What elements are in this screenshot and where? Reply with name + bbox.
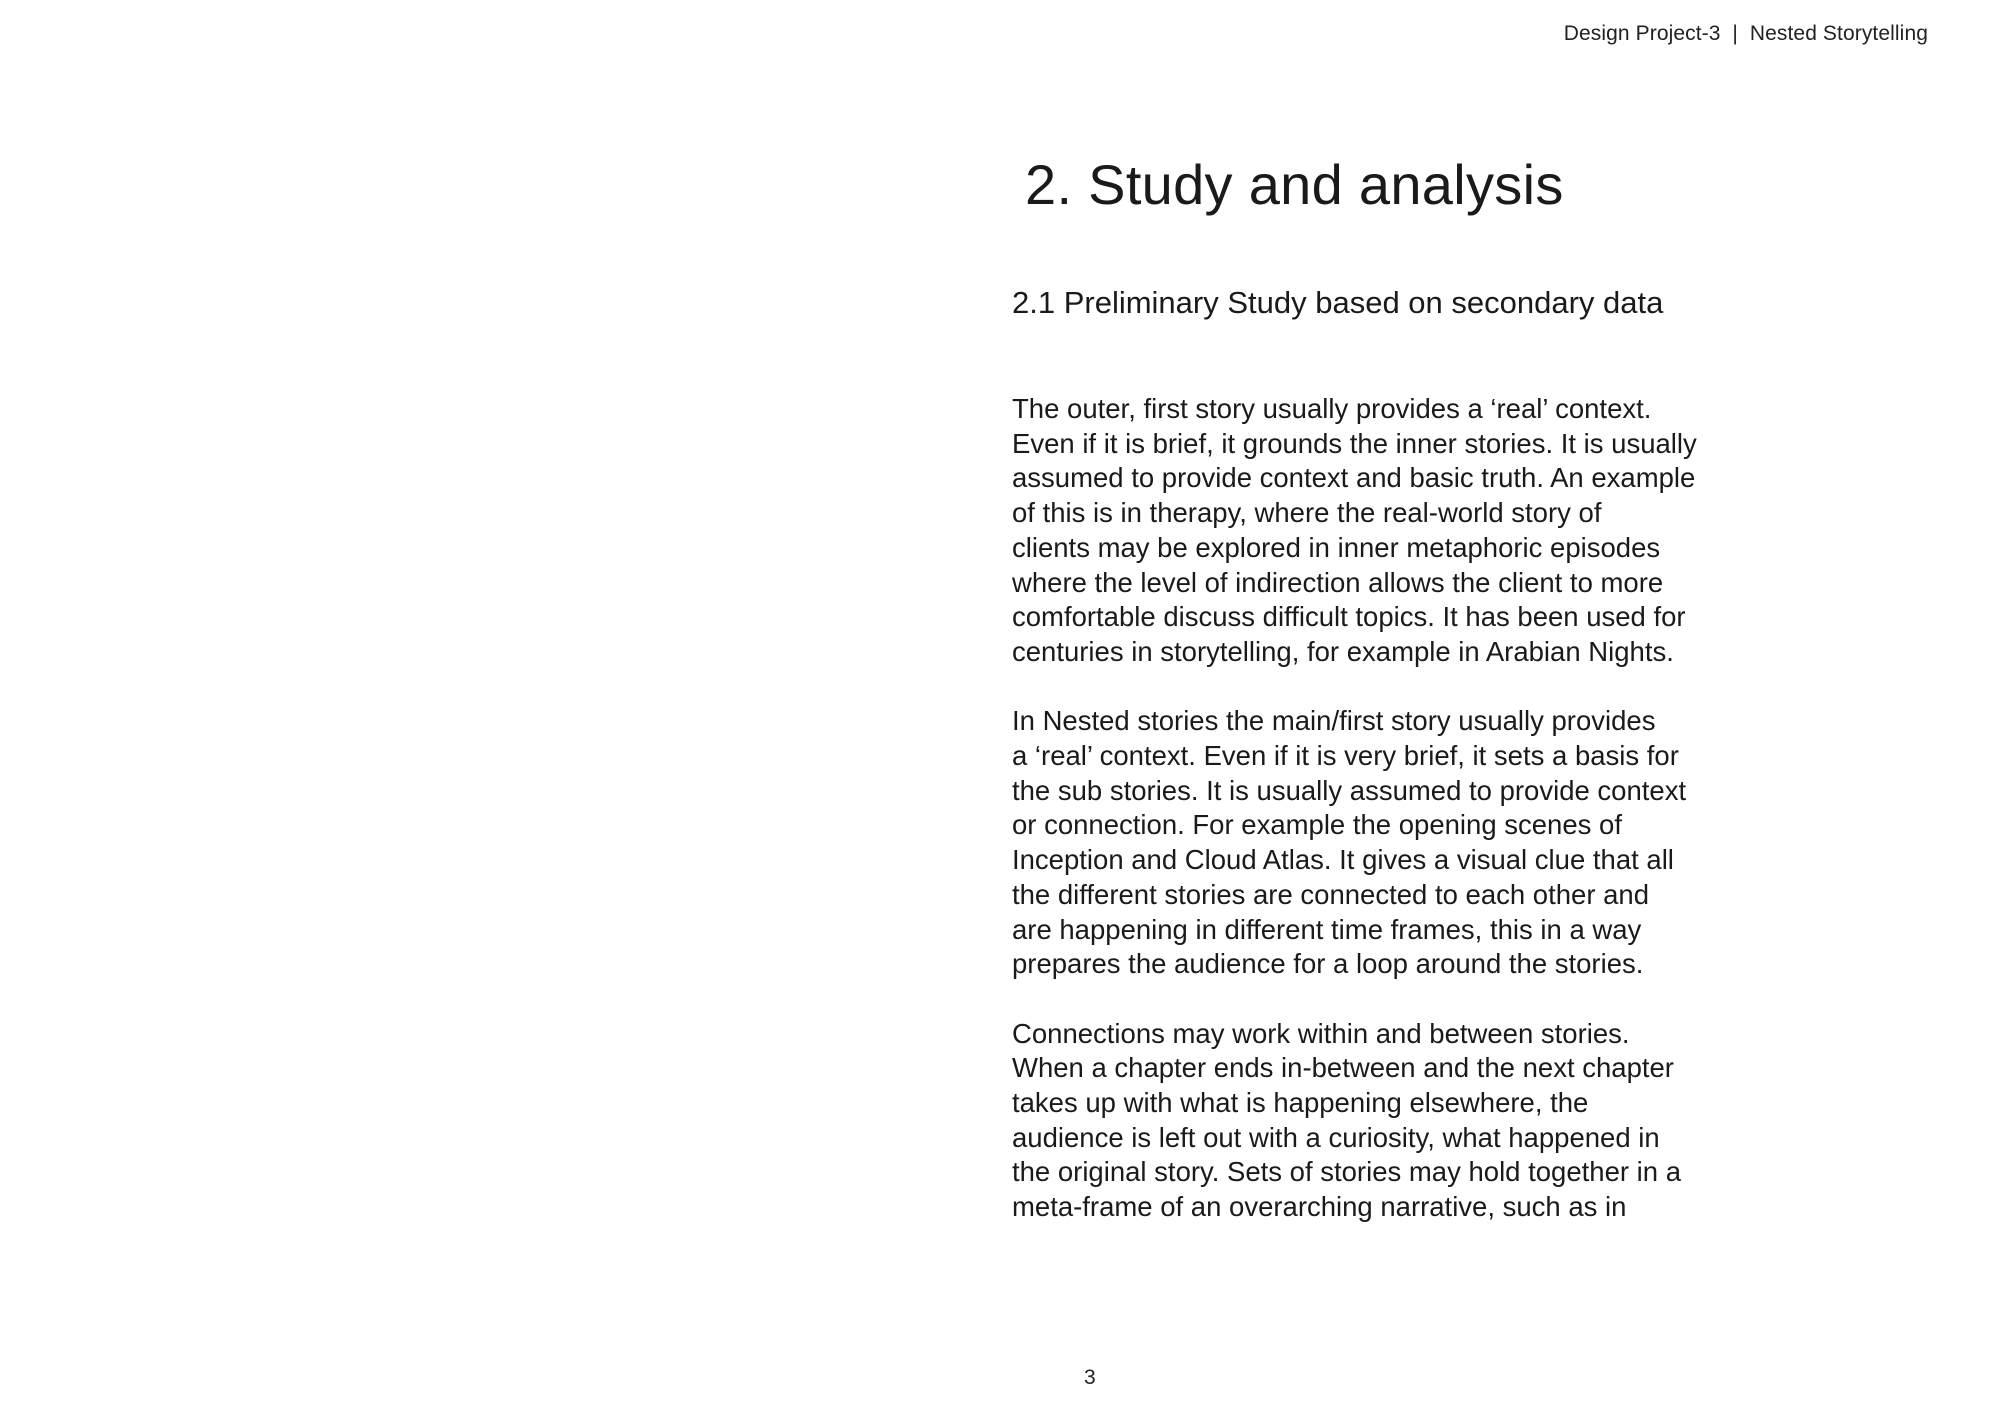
text-line: assumed to provide context and basic truth. An example [1012, 462, 1696, 494]
text-line: a ‘real’ context. Even if it is very brief, it sets a basis for [1012, 740, 1679, 772]
text-line: meta-frame of an overarching narrative, such as in [1012, 1191, 1627, 1223]
text-line: prepares the audience for a loop around the stories. [1012, 948, 1644, 980]
text-line: comfortable discuss difficult topics. It has been used for [1012, 601, 1686, 633]
text-line: The outer, first story usually provides a ‘real’ context. [1012, 393, 1652, 424]
running-header: Design Project-3 | Nested Storytelling [1563, 22, 1928, 45]
page-number: 3 [1084, 1366, 1096, 1389]
section-title: 2.1 Preliminary Study based on secondary data [1012, 285, 1664, 320]
text-line: clients may be explored in inner metaphoric episodes [1012, 531, 1661, 563]
text-line: are happening in different time frames, this in a way [1012, 913, 1642, 945]
text-line: Inception and Cloud Atlas. It gives a visual clue that all [1012, 844, 1674, 876]
text-line: audience is left out with a curiosity, what happened in [1012, 1121, 1660, 1153]
text-line: the sub stories. It is usually assumed to provide context [1012, 774, 1687, 806]
text-line: Connections may work within and between stories. [1012, 1017, 1630, 1049]
paragraph-outer-story [1012, 392, 1792, 670]
text-line: where the level of indirection allows the client to more [1012, 566, 1664, 598]
text-line: of this is in therapy, where the real-world story of [1012, 497, 1602, 529]
paragraph-nested-stories [1012, 704, 1792, 982]
text-line: the different stories are connected to each other and [1012, 878, 1649, 910]
text-line: the original story. Sets of stories may hold together in a [1012, 1156, 1681, 1188]
text-line: centuries in storytelling, for example in Arabian Nights. [1012, 635, 1674, 667]
text-line: takes up with what is happening elsewhere, the [1012, 1087, 1589, 1119]
text-line: When a chapter ends in-between and the next chapter [1012, 1052, 1674, 1084]
chapter-title: 2. Study and analysis [1025, 153, 1564, 216]
text-line: In Nested stories the main/first story usually provides [1012, 705, 1656, 737]
paragraph-connections [1012, 1017, 1792, 1225]
text-line: Even if it is brief, it grounds the inner stories. It is usually [1012, 427, 1697, 459]
text-line: or connection. For example the opening scenes of [1012, 809, 1622, 841]
body-text [1012, 392, 1792, 1260]
